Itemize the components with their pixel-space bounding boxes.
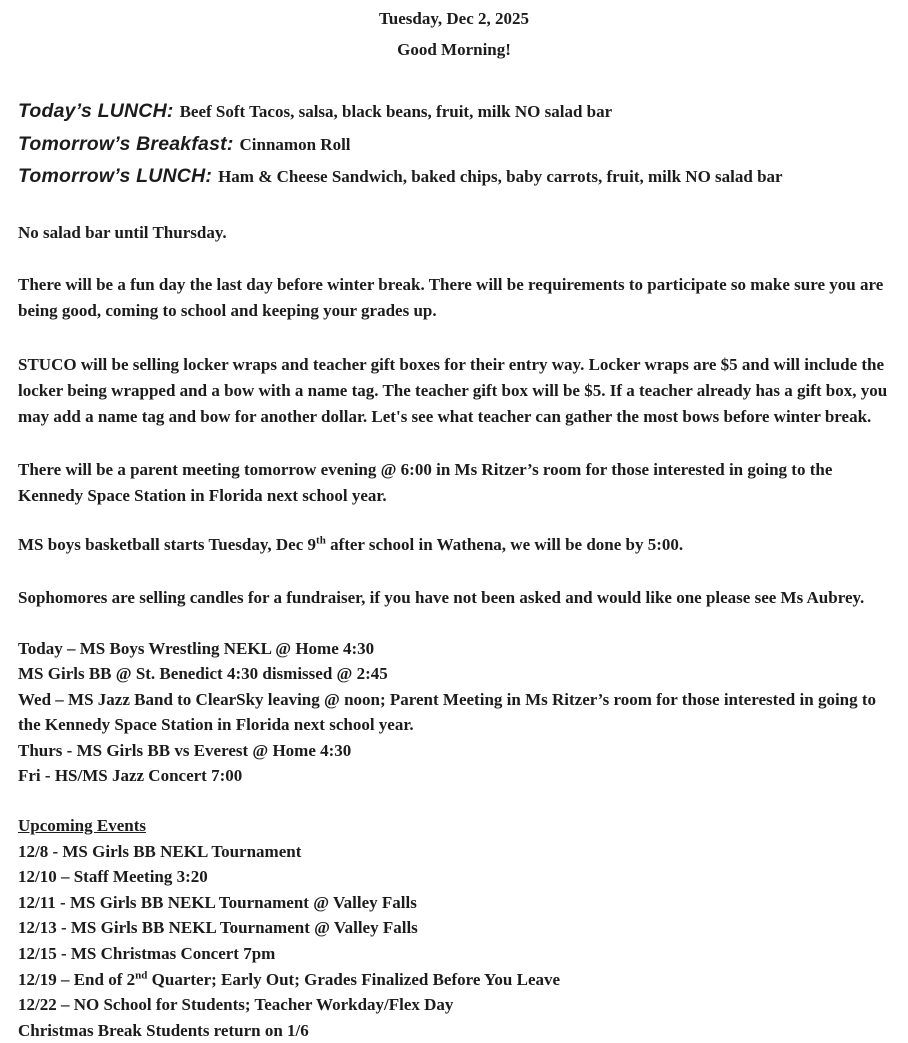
event-12-19-pre: 12/19 – End of 2	[18, 969, 136, 989]
menu-section	[18, 96, 890, 194]
tomorrow-breakfast-line	[18, 129, 890, 162]
fun-day-announcement: There will be a fun day the last day before winter break. There will be requirements to participate so make sure you are being good, coming to school and keeping your grades up.	[18, 274, 884, 320]
upcoming-events-section	[18, 813, 890, 1043]
schedule-wed: Wed – MS Jazz Band to ClearSky leaving @ noon; Parent Meeting in Ms Ritzer’s room for those interested in going to the Kennedy Space Station in Florida next school year.	[18, 689, 877, 735]
event-12-15: 12/15 - MS Christmas Concert 7pm	[18, 944, 276, 964]
today-lunch-label: Today’s LUNCH:	[18, 100, 174, 122]
basketball-announcement	[18, 532, 890, 558]
basketball-text-post: after school in Wathena, we will be done by 5:00.	[325, 534, 684, 554]
basketball-superscript: th	[316, 533, 326, 546]
parent-meeting-announcement: There will be a parent meeting tomorrow evening @ 6:00 in Ms Ritzer’s room for those interested in going to the Kennedy Space Station in Florida next school year.	[18, 459, 833, 505]
document-date: Tuesday, Dec 2, 2025	[378, 9, 530, 28]
schedule-girls-bb: MS Girls BB @ St. Benedict 4:30 dismissed @ 2:45	[18, 664, 388, 684]
event-12-8: 12/8 - MS Girls BB NEKL Tournament	[18, 841, 302, 861]
greeting: Good Morning!	[397, 40, 511, 59]
event-12-19-post: Quarter; Early Out; Grades Finalized Before You Leave	[147, 969, 561, 989]
tomorrow-lunch-line	[18, 161, 890, 194]
event-12-10: 12/10 – Staff Meeting 3:20	[18, 867, 208, 887]
week-schedule	[18, 636, 890, 790]
tomorrow-lunch-label: Tomorrow’s LUNCH:	[18, 165, 213, 187]
tomorrow-breakfast-text: Cinnamon Roll	[239, 134, 351, 154]
schedule-today: Today – MS Boys Wrestling NEKL @ Home 4:30	[18, 638, 375, 658]
event-12-22: 12/22 – NO School for Students; Teacher Workday/Flex Day	[18, 995, 454, 1015]
event-christmas-break: Christmas Break Students return on 1/6	[18, 1020, 309, 1040]
today-lunch-line	[18, 96, 890, 129]
today-lunch-text: Beef Soft Tacos, salsa, black beans, fruit, milk NO salad bar	[179, 102, 613, 121]
event-12-19	[18, 967, 890, 993]
upcoming-events-heading: Upcoming Events	[18, 816, 146, 836]
event-12-19-superscript: nd	[135, 968, 148, 981]
basketball-text-pre: MS boys basketball starts Tuesday, Dec 9	[18, 534, 317, 554]
tomorrow-lunch-text: Ham & Cheese Sandwich, baked chips, baby carrots, fruit, milk NO salad bar	[218, 167, 783, 186]
event-12-11: 12/11 - MS Girls BB NEKL Tournament @ Valley Falls	[18, 892, 417, 912]
schedule-fri: Fri - HS/MS Jazz Concert 7:00	[18, 766, 243, 786]
schedule-thurs: Thurs - MS Girls BB vs Everest @ Home 4:30	[18, 740, 352, 760]
event-12-13: 12/13 - MS Girls BB NEKL Tournament @ Valley Falls	[18, 918, 418, 938]
candles-announcement: Sophomores are selling candles for a fundraiser, if you have not been asked and would like one please see Ms Aubrey.	[18, 587, 865, 607]
salad-bar-note: No salad bar until Thursday.	[18, 222, 227, 242]
tomorrow-breakfast-label: Tomorrow’s Breakfast:	[18, 132, 234, 155]
stuco-announcement: STUCO will be selling locker wraps and teacher gift boxes for their entry way. Locker wraps are $5 and will include the locker being wrapped and a bow with a name tag. The teacher gift box will be $5. If a teacher already has a gift box, you may add a name tag and bow for another dollar. Let's see what teacher can gather the most bows before winter break.	[18, 354, 888, 426]
